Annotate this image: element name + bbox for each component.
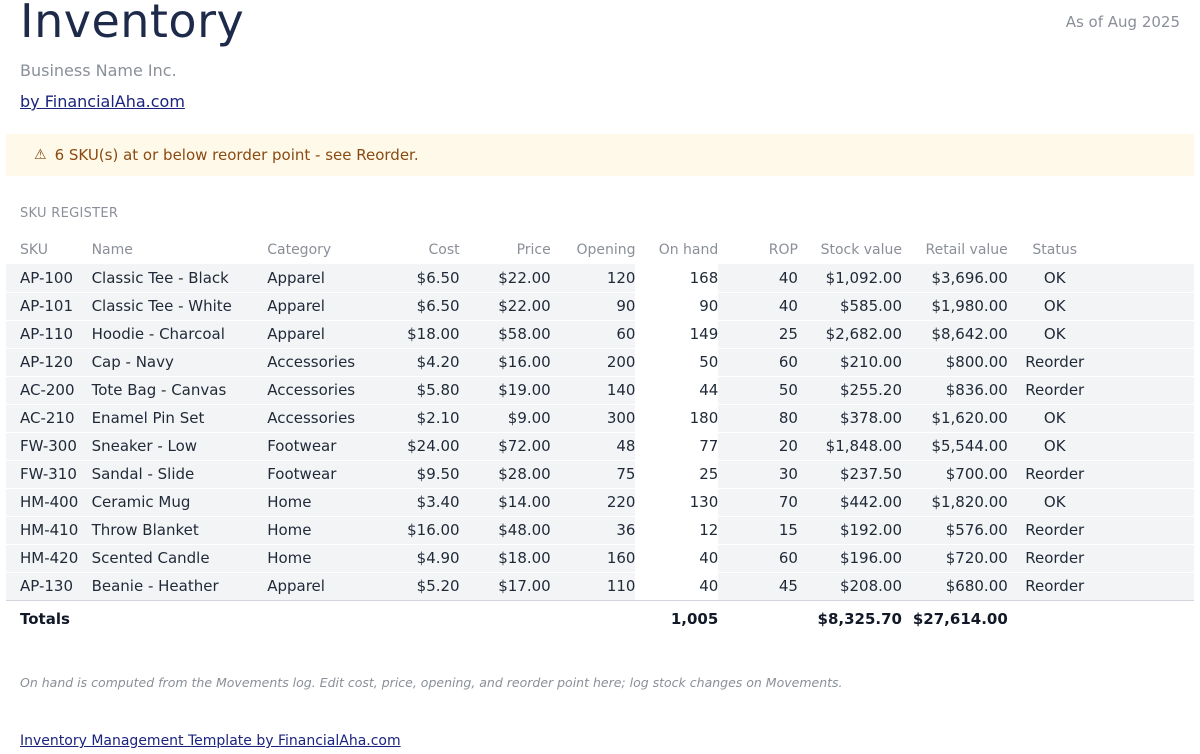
cell-cost[interactable]: $18.00 (382, 320, 460, 348)
cell-name[interactable]: Enamel Pin Set (92, 404, 268, 432)
cell-opening[interactable]: 60 (551, 320, 636, 348)
column-header-sku: SKU (20, 242, 48, 258)
row-spacer (1102, 432, 1194, 460)
cell-price[interactable]: $28.00 (460, 460, 551, 488)
row-spacer (1102, 320, 1194, 348)
cell-stock-value[interactable]: $208.00 (798, 572, 902, 600)
cell-category[interactable]: Footwear (267, 460, 382, 488)
cell-sku[interactable]: AP-101 (6, 292, 92, 320)
cell-stock-value[interactable]: $237.50 (798, 460, 902, 488)
cell-cost[interactable]: $24.00 (382, 432, 460, 460)
row-spacer (1102, 348, 1194, 376)
cell-cost[interactable]: $16.00 (382, 516, 460, 544)
cell-rop[interactable]: 25 (718, 320, 798, 348)
cell-category[interactable]: Accessories (267, 404, 382, 432)
cell-category[interactable]: Apparel (267, 264, 382, 292)
column-header-rop: ROP (768, 242, 798, 258)
business-name: Business Name Inc. (20, 61, 177, 80)
cell-opening[interactable]: 200 (551, 348, 636, 376)
cell-cost[interactable]: $6.50 (382, 292, 460, 320)
column-header-on-hand: On hand (658, 242, 719, 258)
cell-price[interactable]: $18.00 (460, 544, 551, 572)
table-row (6, 488, 1194, 516)
cell-on-hand[interactable]: 40 (635, 544, 718, 572)
cell-cost[interactable]: $9.50 (382, 460, 460, 488)
cell-price[interactable]: $19.00 (460, 376, 551, 404)
cell-cost[interactable]: $4.20 (382, 348, 460, 376)
table-row (6, 292, 1194, 320)
cell-cost[interactable]: $2.10 (382, 404, 460, 432)
cell-status: OK (1008, 320, 1102, 348)
table-row (6, 376, 1194, 404)
cell-on-hand[interactable]: 40 (635, 572, 718, 600)
cell-name[interactable]: Scented Candle (92, 544, 268, 572)
cell-retail-value[interactable]: $1,820.00 (902, 488, 1008, 516)
cell-retail-value[interactable]: $1,620.00 (902, 404, 1008, 432)
cell-name[interactable]: Hoodie - Charcoal (92, 320, 268, 348)
column-header-name: Name (91, 242, 133, 258)
row-spacer (1102, 572, 1194, 600)
table-row (6, 264, 1194, 292)
table-row (6, 320, 1194, 348)
cell-stock-value[interactable]: $1,092.00 (798, 264, 902, 292)
cell-retail-value[interactable]: $3,696.00 (902, 264, 1008, 292)
cell-price[interactable]: $9.00 (460, 404, 551, 432)
cell-on-hand[interactable]: 44 (635, 376, 718, 404)
row-spacer (1102, 264, 1194, 292)
cell-category[interactable]: Home (267, 544, 382, 572)
cell-cost[interactable]: $5.20 (382, 572, 460, 600)
cell-category[interactable]: Apparel (267, 292, 382, 320)
cell-sku[interactable]: AP-130 (6, 572, 92, 600)
cell-sku[interactable]: AC-210 (6, 404, 92, 432)
cell-name[interactable]: Beanie - Heather (92, 572, 268, 600)
cell-on-hand[interactable]: 149 (635, 320, 718, 348)
reorder-alert-banner (6, 134, 1194, 176)
row-spacer (1102, 292, 1194, 320)
cell-rop[interactable]: 80 (718, 404, 798, 432)
cell-sku[interactable]: HM-420 (6, 544, 92, 572)
cell-price[interactable]: $14.00 (460, 488, 551, 516)
cell-price[interactable]: $58.00 (460, 320, 551, 348)
cell-status: Reorder (1008, 376, 1102, 404)
cell-sku[interactable]: AP-120 (6, 348, 92, 376)
cell-retail-value[interactable]: $720.00 (902, 544, 1008, 572)
cell-status: OK (1008, 488, 1102, 516)
cell-cost[interactable]: $6.50 (382, 264, 460, 292)
cell-rop[interactable]: 15 (718, 516, 798, 544)
cell-status: OK (1008, 292, 1102, 320)
cell-category[interactable]: Footwear (267, 432, 382, 460)
cell-retail-value[interactable]: $800.00 (902, 348, 1008, 376)
reorder-alert-text: 6 SKU(s) at or below reorder point - see Reorder. (54, 146, 419, 164)
cell-retail-value[interactable]: $700.00 (902, 460, 1008, 488)
column-header-price: Price (516, 242, 551, 258)
table-row (6, 404, 1194, 432)
cell-sku[interactable]: HM-400 (6, 488, 92, 516)
cell-on-hand[interactable]: 25 (635, 460, 718, 488)
cell-sku[interactable]: FW-310 (6, 460, 92, 488)
column-header-opening: Opening (576, 242, 636, 258)
cell-sku[interactable]: AC-200 (6, 376, 92, 404)
cell-cost[interactable]: $5.80 (382, 376, 460, 404)
cell-rop[interactable]: 40 (718, 292, 798, 320)
cell-status: OK (1008, 404, 1102, 432)
row-spacer (1102, 376, 1194, 404)
cell-opening[interactable]: 75 (551, 460, 636, 488)
cell-rop[interactable]: 20 (718, 432, 798, 460)
cell-rop[interactable]: 50 (718, 376, 798, 404)
cell-name[interactable]: Classic Tee - Black (92, 264, 268, 292)
cell-category[interactable]: Home (267, 488, 382, 516)
cell-price[interactable]: $72.00 (460, 432, 551, 460)
cell-sku[interactable]: FW-300 (6, 432, 92, 460)
cell-opening[interactable]: 120 (551, 264, 636, 292)
column-header-cost: Cost (428, 242, 460, 258)
cell-opening[interactable]: 90 (551, 292, 636, 320)
totals-label: Totals (6, 600, 92, 634)
cell-status: Reorder (1008, 516, 1102, 544)
cell-opening[interactable]: 300 (551, 404, 636, 432)
cell-name[interactable]: Sandal - Slide (92, 460, 268, 488)
cell-stock-value[interactable]: $2,682.00 (798, 320, 902, 348)
page-title: Inventory (20, 0, 245, 48)
cell-name[interactable]: Ceramic Mug (92, 488, 268, 516)
cell-category[interactable]: Home (267, 516, 382, 544)
as-of-date: As of Aug 2025 (1065, 13, 1180, 31)
cell-on-hand[interactable]: 130 (635, 488, 718, 516)
cell-price[interactable]: $22.00 (460, 264, 551, 292)
cell-stock-value[interactable]: $442.00 (798, 488, 902, 516)
totals-row (6, 600, 1194, 634)
cell-name[interactable]: Tote Bag - Canvas (92, 376, 268, 404)
footer-template-link[interactable]: Inventory Management Template by FinancialAha.com (20, 733, 401, 749)
by-financialaha-link[interactable]: by FinancialAha.com (20, 92, 185, 111)
cell-retail-value[interactable]: $836.00 (902, 376, 1008, 404)
totals-on-hand: 1,005 (635, 600, 718, 634)
cell-price[interactable]: $48.00 (460, 516, 551, 544)
cell-on-hand[interactable]: 180 (635, 404, 718, 432)
cell-status: Reorder (1008, 544, 1102, 572)
cell-stock-value[interactable]: $585.00 (798, 292, 902, 320)
cell-status: OK (1008, 264, 1102, 292)
cell-opening[interactable]: 36 (551, 516, 636, 544)
cell-opening[interactable]: 110 (551, 572, 636, 600)
cell-price[interactable]: $16.00 (460, 348, 551, 376)
cell-name[interactable]: Sneaker - Low (92, 432, 268, 460)
section-title: SKU REGISTER (20, 206, 119, 221)
warning-icon: ⚠ (34, 147, 47, 163)
row-spacer (1102, 404, 1194, 432)
footnote: On hand is computed from the Movements log. Edit cost, price, opening, and reorder point here; log stock changes on Movements. (20, 675, 843, 690)
cell-status: Reorder (1008, 348, 1102, 376)
cell-sku[interactable]: AP-100 (6, 264, 92, 292)
cell-category[interactable]: Accessories (267, 376, 382, 404)
cell-retail-value[interactable]: $680.00 (902, 572, 1008, 600)
header-spacer (1102, 236, 1194, 264)
table-row (6, 516, 1194, 544)
cell-category[interactable]: Accessories (267, 348, 382, 376)
column-header-stock-value: Stock value (820, 242, 902, 258)
totals-retail-value: $27,614.00 (902, 600, 1008, 634)
cell-rop[interactable]: 45 (718, 572, 798, 600)
totals-stock-value: $8,325.70 (798, 600, 902, 634)
cell-category[interactable]: Apparel (267, 320, 382, 348)
cell-category[interactable]: Apparel (267, 572, 382, 600)
cell-status: OK (1008, 432, 1102, 460)
cell-on-hand[interactable]: 12 (635, 516, 718, 544)
row-spacer (1102, 488, 1194, 516)
cell-cost[interactable]: $3.40 (382, 488, 460, 516)
sku-register-table (6, 236, 1194, 635)
cell-sku[interactable]: HM-410 (6, 516, 92, 544)
row-spacer (1102, 460, 1194, 488)
column-header-status: Status (1032, 242, 1078, 258)
table-row (6, 348, 1194, 376)
cell-on-hand[interactable]: 77 (635, 432, 718, 460)
cell-stock-value[interactable]: $196.00 (798, 544, 902, 572)
cell-price[interactable]: $17.00 (460, 572, 551, 600)
cell-name[interactable]: Throw Blanket (92, 516, 268, 544)
cell-on-hand[interactable]: 90 (635, 292, 718, 320)
cell-cost[interactable]: $4.90 (382, 544, 460, 572)
cell-retail-value[interactable]: $576.00 (902, 516, 1008, 544)
cell-stock-value[interactable]: $1,848.00 (798, 432, 902, 460)
cell-name[interactable]: Classic Tee - White (92, 292, 268, 320)
cell-on-hand[interactable]: 50 (635, 348, 718, 376)
cell-retail-value[interactable]: $1,980.00 (902, 292, 1008, 320)
cell-stock-value[interactable]: $255.20 (798, 376, 902, 404)
cell-rop[interactable]: 70 (718, 488, 798, 516)
cell-stock-value[interactable]: $192.00 (798, 516, 902, 544)
table-row (6, 544, 1194, 572)
cell-stock-value[interactable]: $378.00 (798, 404, 902, 432)
cell-rop[interactable]: 40 (718, 264, 798, 292)
column-header-retail-value: Retail value (925, 242, 1008, 258)
cell-opening[interactable]: 220 (551, 488, 636, 516)
cell-opening[interactable]: 140 (551, 376, 636, 404)
cell-opening[interactable]: 160 (551, 544, 636, 572)
cell-on-hand[interactable]: 168 (635, 264, 718, 292)
cell-opening[interactable]: 48 (551, 432, 636, 460)
cell-rop[interactable]: 60 (718, 544, 798, 572)
cell-rop[interactable]: 60 (718, 348, 798, 376)
table-row (6, 460, 1194, 488)
cell-name[interactable]: Cap - Navy (92, 348, 268, 376)
row-spacer (1102, 544, 1194, 572)
table-row (6, 432, 1194, 460)
cell-retail-value[interactable]: $8,642.00 (902, 320, 1008, 348)
row-spacer (1102, 516, 1194, 544)
table-header-row (6, 236, 1194, 264)
cell-stock-value[interactable]: $210.00 (798, 348, 902, 376)
cell-status: Reorder (1008, 460, 1102, 488)
cell-retail-value[interactable]: $5,544.00 (902, 432, 1008, 460)
cell-status: Reorder (1008, 572, 1102, 600)
column-header-category: Category (267, 242, 332, 258)
table-row (6, 572, 1194, 600)
cell-sku[interactable]: AP-110 (6, 320, 92, 348)
cell-price[interactable]: $22.00 (460, 292, 551, 320)
cell-rop[interactable]: 30 (718, 460, 798, 488)
